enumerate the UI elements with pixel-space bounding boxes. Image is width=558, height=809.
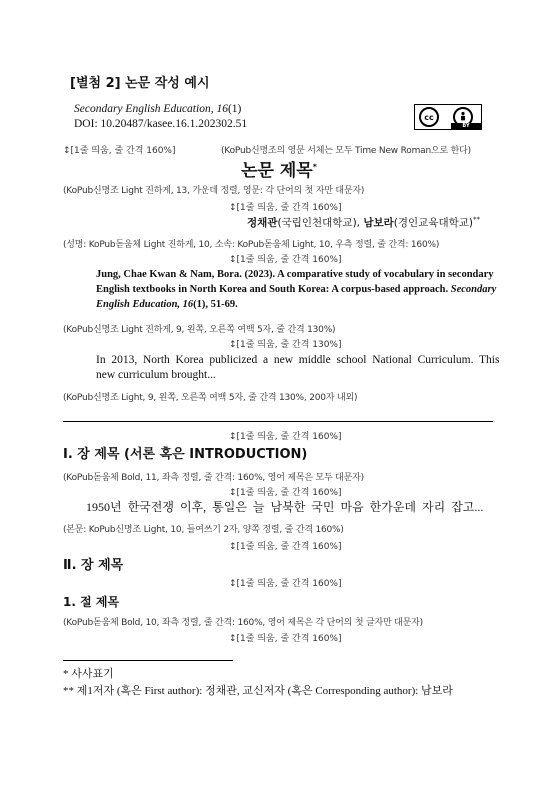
reference-line-1: Jung, Chae Kwan & Nam, Bora. (2023). A comparative study of vocabulary in secondary — [96, 269, 494, 280]
body-format-note: (본문: KoPub신명조 Light, 10, 들여쓰기 2자, 양쪽 정렬, 줄 간격 160%) — [63, 525, 344, 535]
footnote-divider — [63, 660, 233, 661]
author-2-name: 남보라 — [363, 217, 394, 229]
paper-title: 논문 제목* — [241, 161, 317, 181]
author-2-affiliation: (경인교육대학교) — [393, 217, 473, 229]
author-1-name: 정채관 — [247, 217, 278, 229]
footnote-1: * 사사표기 — [63, 668, 114, 680]
body-paragraph: 1950년 한국전쟁 이후, 통일은 늘 남북한 국민 마음 한가운데 자리 잡고... — [86, 500, 484, 514]
spacer-note: ↕[1줄 띄움, 줄 간격 160%] — [229, 255, 342, 265]
spacer-note: ↕[1줄 띄움, 줄 간격 160%] — [229, 203, 342, 213]
author-footnote-mark: ** — [473, 215, 480, 224]
spacer-note: ↕[1줄 띄움, 줄 간격 130%] — [229, 340, 342, 350]
journal-doi: DOI: 10.20487/kasee.16.1.202302.51 — [74, 118, 248, 130]
spacer-note: ↕[1줄 띄움, 줄 간격 160%] — [63, 146, 176, 156]
abstract-text: In 2013, North Korea publicized a new middle school National Curriculum. This new curriculum brought... — [96, 354, 500, 381]
chapter-2-title: Ⅱ. 장 제목 — [63, 558, 124, 573]
authors-format-note: (성명: KoPub돋움체 Light 진하게, 10, 소속: KoPub돋움체 Light, 10, 우측 정렬, 줄 간격: 160%) — [63, 240, 440, 250]
license-by-label: BY — [451, 123, 481, 129]
spacer-note: ↕[1줄 띄움, 줄 간격 160%] — [229, 432, 342, 442]
section-format-note: (KoPub돋움체 Bold, 10, 좌측 정렬, 줄 간격: 160%, 영어 제목은 각 단어의 첫 글자만 대문자) — [63, 618, 423, 628]
section-1-title: 1. 절 제목 — [63, 595, 120, 609]
title-footnote-mark: * — [312, 162, 317, 172]
abstract-format-note: (KoPub신명조 Light, 9, 왼쪽, 오른쪽 여백 5자, 줄 간격 130%, 200자 내외) — [63, 393, 358, 403]
reference-citation: Jung, Chae Kwan & Nam, Bora. (2023). A comparative study of vocabulary in secondary English textbooks in North Korea and South Korea: A corpus-based approach. Secondary English Education, 16(1), 51-69. — [96, 269, 497, 310]
title-format-note: (KoPub신명조 Light 진하게, 13, 가운데 정렬, 영문: 각 단어의 첫 자만 대문자) — [63, 186, 365, 196]
reference-format-note: (KoPub신명조 Light 진하게, 9, 왼쪽, 오른쪽 여백 5자, 줄 간격 130%) — [63, 325, 336, 335]
chapter-1-title: Ⅰ. 장 제목 (서론 혹은 INTRODUCTION) — [63, 447, 308, 462]
footnote-2: ** 제1저자 (혹은 First author): 정채관, 교신저자 (혹은 Corresponding author): 남보라 — [63, 685, 453, 697]
journal-citation — [74, 103, 241, 115]
journal-issue: (1) — [227, 103, 242, 115]
reference-journal: English Education, 16 — [96, 299, 194, 310]
cc-by-license-badge — [414, 104, 482, 130]
spacer-note: ↕[1줄 띄움, 줄 간격 160%] — [229, 488, 342, 498]
spacer-note: ↕[1줄 띄움, 줄 간격 160%] — [229, 634, 342, 644]
journal-name: Secondary English Education, 16 — [74, 103, 228, 115]
appendix-title: [별첨 2] 논문 작성 예시 — [70, 76, 210, 91]
spacer-note: ↕[1줄 띄움, 줄 간격 160%] — [229, 579, 342, 589]
author-1-affiliation: (국립인천대학교) — [277, 217, 357, 229]
spacer-note: ↕[1줄 띄움, 줄 간격 160%] — [229, 542, 342, 552]
cc-icon: cc — [419, 107, 439, 127]
font-note: (KoPub신명조의 영문 서체는 모두 Time New Roman으로 한다) — [221, 146, 471, 156]
person-icon — [457, 111, 469, 123]
divider-line — [63, 421, 493, 422]
authors-line: 정채관(국립인천대학교), 남보라(경인교육대학교)** — [247, 215, 480, 229]
chapter-format-note: (KoPub돋움체 Bold, 11, 좌측 정렬, 줄 간격: 160%, 영어 제목은 모두 대문자) — [63, 473, 364, 483]
reference-line-2: English textbooks in North Korea and South Korea: A corpus-based approach. — [96, 284, 449, 295]
